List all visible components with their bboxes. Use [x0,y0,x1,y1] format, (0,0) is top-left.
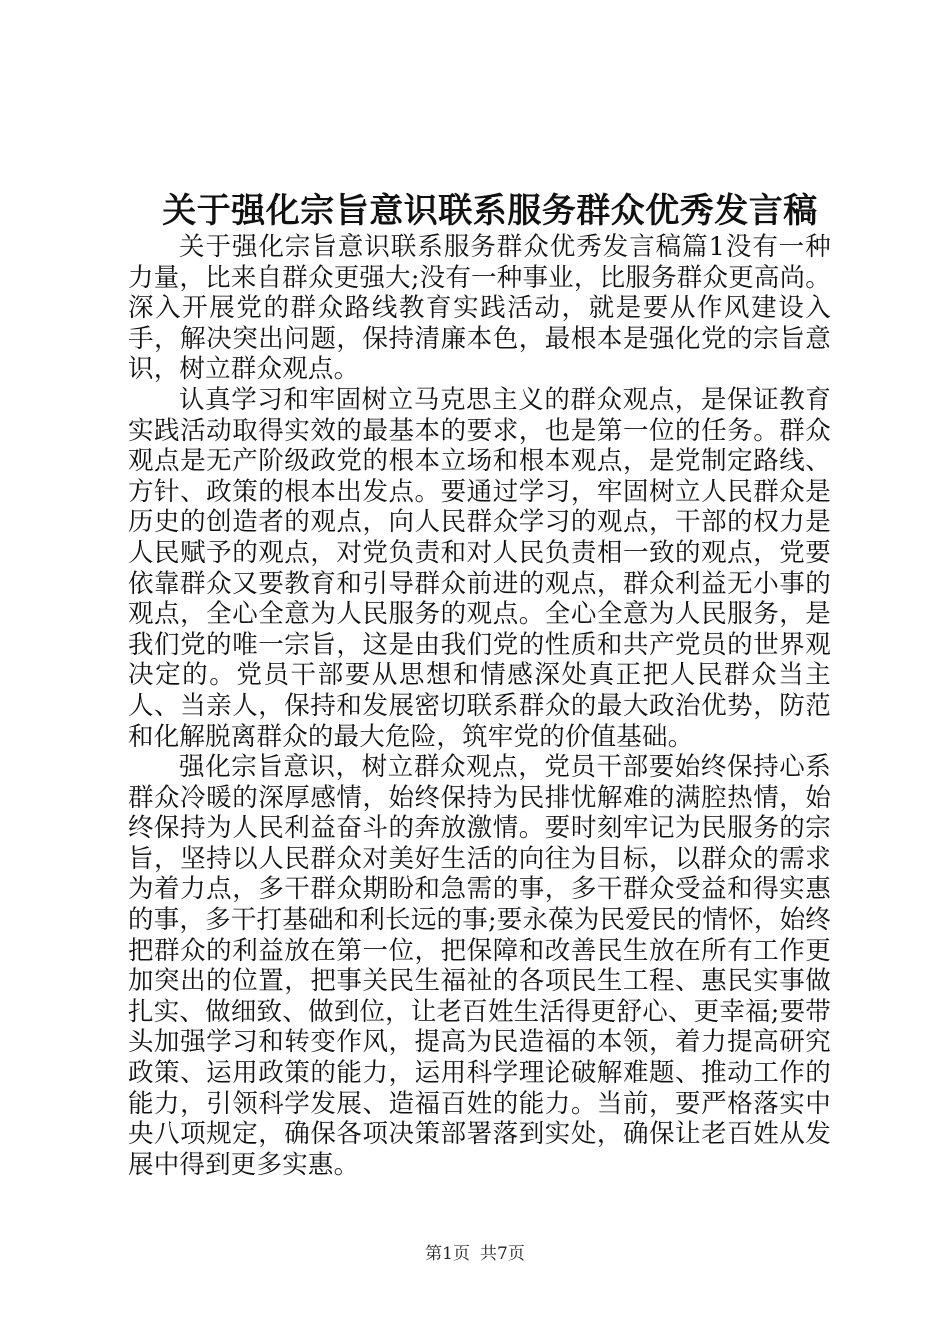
page-total: 共7页 [480,1244,525,1264]
page-number: 第1页 [425,1244,470,1264]
document-title: 关于强化宗旨意识联系服务群众优秀发言稿 [162,191,818,231]
paragraph-3: 强化宗旨意识，树立群众观点，党员干部要始终保持心系群众冷暖的深厚感情，始终保持为民排忧解难的满腔热情，始终保持为人民利益奋斗的奔放激情。要时刻牢记为民服务的宗旨，坚持以人民群众对美好生活的向往为目标，以群众的需求为着力点，多干群众期盼和急需的事，多干群众受益和得实惠的事，多干打基础和利长远的事;要永葆为民爱民的情怀，始终把群众的利益放在第一位，把保障和改善民生放在所有工作更加突出的位置，把事关民生福祉的各项民生工程、惠民实事做扎实、做细致、做到位，让老百姓生活得更舒心、更幸福;要带头加强学习和转变作风，提高为民造福的本领，着力提高研究政策、运用政策的能力，运用科学理论破解难题、推动工作的能力，引领科学发展、造福百姓的能力。当前，要严格落实中央八项规定，确保各项决策部署落到实处，确保让老百姓从发展中得到更多实惠。 [128,752,831,1180]
document-body [128,232,831,1180]
paragraph-1: 关于强化宗旨意识联系服务群众优秀发言稿篇1没有一种力量，比来自群众更强大;没有一种事业，比服务群众更高尚。深入开展党的群众路线教育实践活动，就是要从作风建设入手，解决突出问题，保持清廉本色，最根本是强化党的宗旨意识，树立群众观点。 [128,232,831,385]
page-footer [0,1242,950,1266]
paragraph-2: 认真学习和牢固树立马克思主义的群众观点，是保证教育实践活动取得实效的最基本的要求，也是第一位的任务。群众观点是无产阶级政党的根本立场和根本观点，是党制定路线、方针、政策的根本出发点。要通过学习，牢固树立人民群众是历史的创造者的观点，向人民群众学习的观点，干部的权力是人民赋予的观点，对党负责和对人民负责相一致的观点，党要依靠群众又要教育和引导群众前进的观点，群众利益无小事的观点，全心全意为人民服务的观点。全心全意为人民服务，是我们党的唯一宗旨，这是由我们党的性质和共产党员的世界观决定的。党员干部要从思想和情感深处真正把人民群众当主人、当亲人，保持和发展密切联系群众的最大政治优势，防范和化解脱离群众的最大危险，筑牢党的价值基础。 [128,384,831,752]
